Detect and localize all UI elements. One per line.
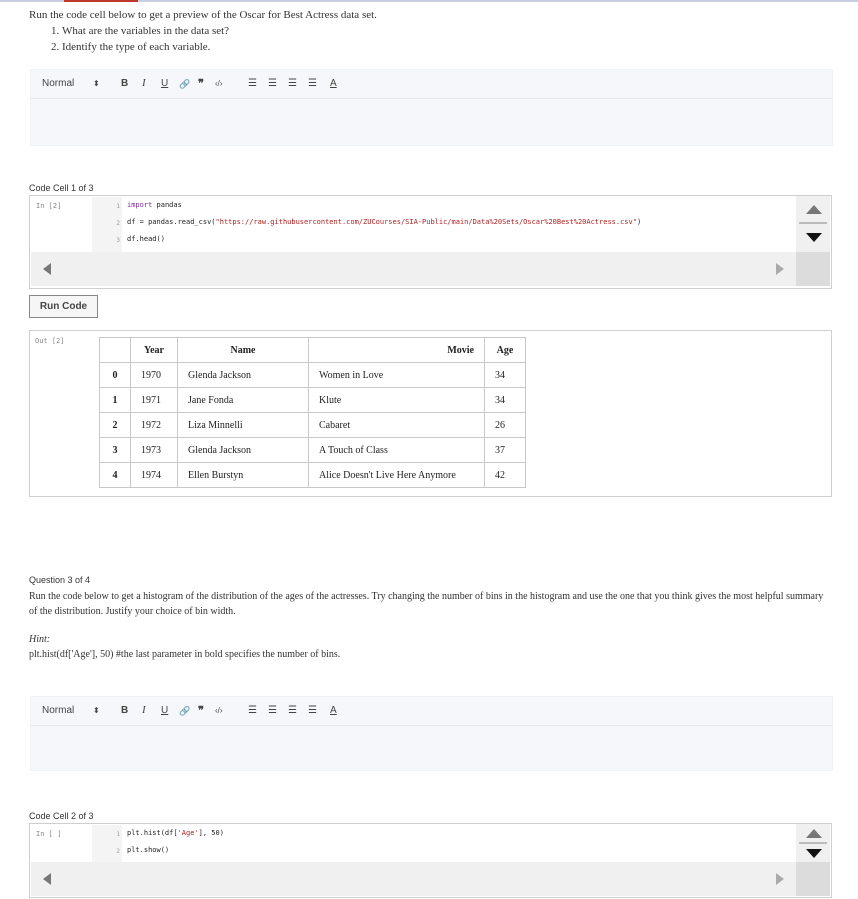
line-number: 3 — [116, 237, 120, 244]
movie-cell: Cabaret — [309, 413, 485, 438]
scroll-left-icon[interactable] — [43, 873, 51, 885]
code-icon[interactable]: ‹/› — [215, 79, 223, 88]
row-index: 1 — [100, 388, 131, 413]
scroll-left-icon[interactable] — [43, 263, 51, 275]
row-index: 3 — [100, 438, 131, 463]
line-number: 1 — [116, 831, 120, 838]
year-cell: 1971 — [131, 388, 178, 413]
intro-item: 1. What are the variables in the data set? — [62, 23, 377, 39]
hint-code: plt.hist(df['Age'], 50) #the last parameter in bold specifies the number of bins. — [29, 649, 341, 660]
code-line[interactable] — [127, 829, 224, 837]
scroll-up-icon[interactable] — [806, 205, 822, 214]
vertical-scrollbar[interactable] — [796, 196, 830, 252]
scroll-right-icon[interactable] — [776, 263, 784, 275]
code-string: 'Age' — [177, 829, 199, 837]
scroll-thumb[interactable] — [799, 842, 827, 844]
link-icon[interactable]: 🔗 — [179, 706, 191, 716]
code-text: plt.hist(df[ — [127, 829, 178, 837]
bold-button[interactable]: B — [121, 78, 129, 89]
question-text: Run the code below to get a histogram of the distribution of the ages of the actresses. Try changing the number of bins in the histogram and use the one that you think gives the most helpful summary of the distribution. Justify your choice of bin width. — [29, 590, 824, 617]
answer-editor-1 — [30, 69, 833, 146]
code-keyword: import — [127, 201, 153, 209]
line-number-gutter — [92, 825, 122, 862]
code-icon[interactable]: ‹/› — [215, 706, 223, 715]
ordered-list-icon[interactable]: ☰ — [248, 78, 257, 89]
output-prompt: Out [2] — [35, 337, 65, 345]
style-select-arrows-icon[interactable]: ⬍ — [93, 79, 100, 88]
underline-button[interactable]: U — [161, 705, 169, 716]
intro-item: 2. Identify the type of each variable. — [62, 39, 377, 55]
year-cell: 1974 — [131, 463, 178, 488]
age-cell: 34 — [485, 388, 526, 413]
age-cell: 42 — [485, 463, 526, 488]
age-cell: 37 — [485, 438, 526, 463]
year-cell: 1973 — [131, 438, 178, 463]
editor-text-area[interactable] — [31, 99, 832, 145]
code-line[interactable]: df.head() — [127, 235, 165, 243]
bullet-list-icon[interactable]: ☰ — [268, 705, 277, 716]
scroll-up-icon[interactable] — [806, 829, 822, 838]
ordered-list-icon[interactable]: ☰ — [248, 705, 257, 716]
code-text: ], 50) — [198, 829, 224, 837]
movie-cell: Klute — [309, 388, 485, 413]
code-cell-1[interactable] — [29, 195, 832, 289]
horizontal-scrollbar[interactable] — [31, 252, 796, 286]
run-code-button[interactable]: Run Code — [29, 295, 98, 318]
intro-text-block — [29, 7, 377, 55]
scrollbar-corner — [796, 252, 830, 286]
editor-toolbar — [31, 697, 832, 726]
code-line[interactable]: plt.show() — [127, 846, 170, 854]
code-line[interactable] — [127, 218, 641, 226]
indent-icon[interactable]: ☰ — [308, 78, 317, 89]
intro-list — [29, 23, 377, 55]
column-header: Year — [131, 338, 178, 363]
code-text: ) — [636, 218, 642, 226]
style-select-arrows-icon[interactable]: ⬍ — [93, 706, 100, 715]
scroll-thumb[interactable] — [799, 222, 827, 224]
outdent-icon[interactable]: ☰ — [288, 78, 297, 89]
outdent-icon[interactable]: ☰ — [288, 705, 297, 716]
code-cell-2[interactable] — [29, 823, 832, 898]
name-cell: Glenda Jackson — [178, 438, 309, 463]
input-prompt: In [ ] — [36, 830, 62, 838]
vertical-scrollbar[interactable] — [796, 824, 830, 862]
age-cell: 34 — [485, 363, 526, 388]
year-cell: 1972 — [131, 413, 178, 438]
italic-button[interactable]: I — [142, 704, 146, 716]
row-index: 0 — [100, 363, 131, 388]
line-number-gutter — [92, 197, 122, 252]
code-line[interactable] — [127, 201, 182, 209]
movie-cell: A Touch of Class — [309, 438, 485, 463]
name-cell: Liza Minnelli — [178, 413, 309, 438]
line-number: 1 — [116, 203, 120, 210]
table-header-row — [100, 338, 526, 363]
table-row — [100, 413, 526, 438]
row-index: 4 — [100, 463, 131, 488]
scroll-down-icon[interactable] — [806, 233, 822, 242]
column-header: Age — [485, 338, 526, 363]
name-cell: Ellen Burstyn — [178, 463, 309, 488]
row-index: 2 — [100, 413, 131, 438]
column-header: Name — [178, 338, 309, 363]
table-row — [100, 363, 526, 388]
bold-button[interactable]: B — [121, 705, 129, 716]
movie-cell: Alice Doesn't Live Here Anymore — [309, 463, 485, 488]
italic-button[interactable]: I — [142, 77, 146, 89]
line-number: 2 — [116, 848, 120, 855]
top-border — [0, 0, 858, 2]
answer-editor-2 — [30, 696, 833, 771]
text-color-icon[interactable]: A — [330, 78, 337, 89]
line-number: 2 — [116, 220, 120, 227]
style-select[interactable]: Normal — [42, 78, 75, 89]
dataframe-table — [99, 337, 526, 488]
underline-button[interactable]: U — [161, 78, 169, 89]
column-header: Movie — [309, 338, 485, 363]
link-icon[interactable]: 🔗 — [179, 79, 191, 89]
question-label: Question 3 of 4 — [29, 575, 91, 585]
horizontal-scrollbar[interactable] — [31, 862, 796, 896]
scroll-down-icon[interactable] — [806, 849, 822, 858]
text-color-icon[interactable]: A — [330, 705, 337, 716]
quote-icon[interactable]: ❞ — [198, 705, 204, 717]
input-prompt: In [2] — [36, 202, 62, 210]
movie-cell: Women in Love — [309, 363, 485, 388]
name-cell: Jane Fonda — [178, 388, 309, 413]
scroll-right-icon[interactable] — [776, 873, 784, 885]
code-text: pandas — [152, 201, 182, 209]
editor-toolbar — [31, 70, 832, 99]
code-cell-caption: Code Cell 1 of 3 — [29, 183, 94, 193]
year-cell: 1970 — [131, 363, 178, 388]
index-header — [100, 338, 131, 363]
intro-text: Run the code cell below to get a preview of the Oscar for Best Actress data set. — [29, 9, 377, 21]
code-string: "https://raw.githubusercontent.com/ZUCourses/SIA-Public/main/Data%20Sets/Oscar%20Best%20Actress.csv" — [215, 218, 637, 226]
quote-icon[interactable]: ❞ — [198, 78, 204, 90]
indent-icon[interactable]: ☰ — [308, 705, 317, 716]
code-cell-caption: Code Cell 2 of 3 — [29, 811, 94, 821]
output-cell — [29, 330, 832, 497]
bullet-list-icon[interactable]: ☰ — [268, 78, 277, 89]
editor-text-area[interactable] — [31, 726, 832, 770]
name-cell: Glenda Jackson — [178, 363, 309, 388]
question-3-block — [29, 573, 829, 663]
scrollbar-corner — [796, 862, 830, 896]
table-row — [100, 463, 526, 488]
hint-label: Hint: — [29, 633, 51, 645]
table-row — [100, 438, 526, 463]
top-border-accent — [64, 0, 138, 2]
code-text: df = pandas.read_csv( — [127, 218, 216, 226]
age-cell: 26 — [485, 413, 526, 438]
table-row — [100, 388, 526, 413]
style-select[interactable]: Normal — [42, 705, 75, 716]
